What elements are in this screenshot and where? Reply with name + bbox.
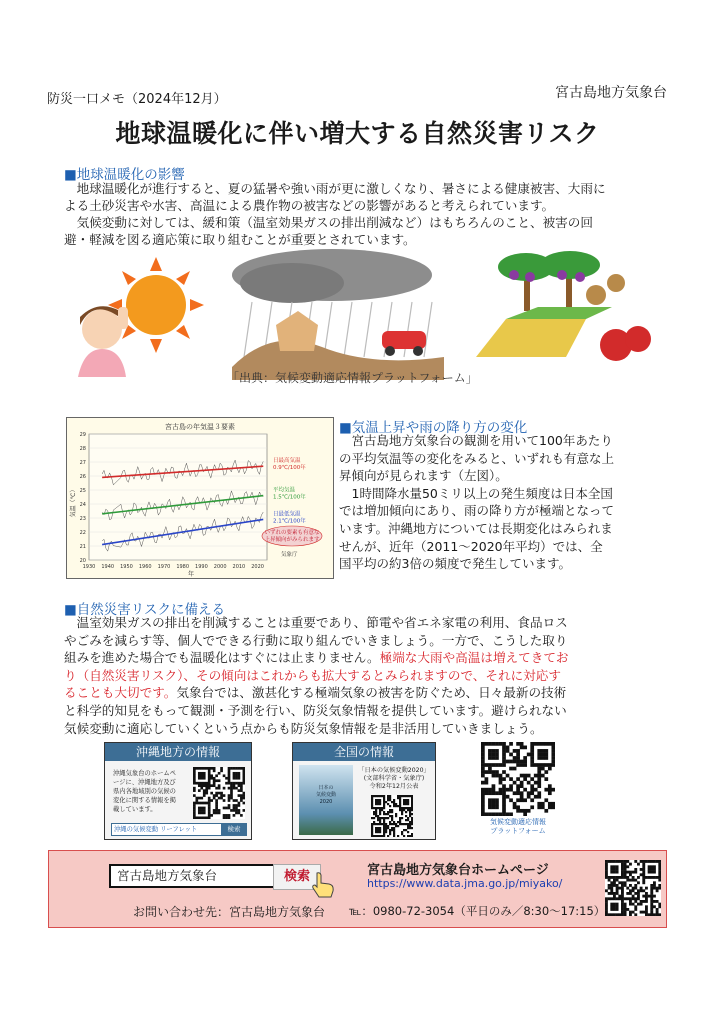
chart-x-tick-label: 1980 — [176, 564, 190, 570]
text-line: よる土砂災害や水害、高温による農作物の被害などの影響があると考えられています。 — [64, 198, 555, 213]
highlight-text: 極端な大雨や高温は増えてきてお — [379, 650, 569, 666]
chart-series-label: 日最高気温 — [273, 458, 301, 465]
section-heading-rain-change: ■気温上昇や雨の降り方の変化 — [339, 420, 528, 436]
text-line: 温室効果ガスの排出を削減することは重要であり、節電や省エネ家電の利用、食品ロス — [64, 615, 568, 630]
chart-x-tick-label: 2020 — [251, 564, 264, 570]
chart-y-tick-label: 26 — [79, 474, 86, 480]
report-info — [357, 767, 431, 791]
text-line — [64, 649, 668, 667]
section-prepare-text — [64, 614, 668, 737]
text-line: 県内各地域別の気候の — [113, 788, 176, 795]
okinawa-info-text — [113, 769, 191, 814]
chart-y-tick-label: 22 — [79, 530, 86, 536]
heat-illustration — [64, 247, 214, 380]
okinawa-search-input[interactable]: 沖縄の気候変動 リーフレット — [111, 823, 223, 836]
report-title: 「日本の気候変動2020」 — [358, 767, 430, 774]
chart-x-tick-label: 2010 — [232, 564, 246, 570]
chart-trend-label: 2.1℃/100年 — [273, 518, 306, 525]
chart-annotation-line: いずれの要素も有意な — [264, 530, 320, 536]
national-info-heading: 全国の情報 — [293, 743, 435, 761]
text-span: 組みを進めた場合でも温暖化はすぐには止まりません。 — [64, 650, 380, 666]
page-title: 地球温暖化に伴い増大する自然災害リスク — [115, 119, 600, 148]
text-line: 国平均の約3倍の頻度で発生しています。 — [339, 556, 571, 572]
sun-icon — [108, 257, 204, 353]
text-line: 避・軽減を図る適応策に取り組むことが重要とされています。 — [64, 232, 416, 247]
okinawa-info-heading: 沖縄地方の情報 — [105, 743, 251, 761]
chart-x-tick-label: 1940 — [101, 564, 115, 570]
heavy-rain-illustration — [232, 247, 444, 380]
text-line: プラットフォーム — [490, 827, 546, 835]
text-line — [64, 684, 668, 702]
qr-code-icon[interactable] — [605, 860, 661, 916]
report-cover-image — [299, 765, 353, 835]
chart-x-tick-label: 1970 — [157, 564, 171, 570]
chart-plot-area — [89, 434, 267, 560]
qr-code-icon[interactable] — [481, 742, 555, 816]
text-line: 気候変動 — [315, 792, 336, 798]
okinawa-search-button[interactable]: 検索 — [221, 823, 247, 836]
crop-damage-illustration — [466, 247, 656, 380]
homepage-label: 宮古島地方気象台ホームページ — [367, 863, 549, 878]
text-span: 気象台では、激甚化する極端気象の被害を防ぐため、日々最新の技術 — [176, 685, 567, 701]
section-heading-prepare: ■自然災害リスクに備える — [64, 602, 225, 618]
text-line: 気候変動に対しては、緩和策（温室効果ガスの排出削減など）はもちろんのこと、被害の回 — [64, 215, 593, 230]
qr-code-icon[interactable] — [371, 795, 413, 837]
text-line: 地球温暖化が進行すると、夏の猛暑や強い雨が更に激しくなり、暑さによる健康被害、大雨に — [64, 181, 606, 196]
national-info-box — [292, 742, 436, 840]
qr-code-icon[interactable] — [193, 767, 245, 819]
office-name: 宮古島地方気象台 — [555, 85, 667, 101]
chart-y-tick-label: 27 — [79, 460, 86, 466]
platform-qr-label — [470, 818, 566, 836]
text-line: 2020 — [319, 799, 333, 805]
chart-y-tick-label: 20 — [79, 558, 86, 564]
report-cover-title — [299, 785, 353, 806]
chart-x-tick-label: 1950 — [120, 564, 133, 570]
office-search-button[interactable]: 検索 — [273, 864, 321, 890]
person-icon — [78, 306, 128, 377]
text-line: 日本の — [318, 785, 334, 791]
section-heading-impact: ■地球温暖化の影響 — [64, 167, 185, 183]
text-line: では増加傾向にあり、雨の降り方が極端となって — [339, 503, 615, 519]
text-line: 沖縄気象台のホームペ — [113, 770, 176, 777]
chart-trend-label: 0.9℃/100年 — [273, 465, 306, 472]
text-line: せんが、近年（2011～2020年平均）では、全 — [339, 538, 603, 554]
text-line: 1時間降水量50ミリ以上の発生頻度は日本全国 — [339, 485, 613, 501]
contact-footer — [48, 850, 667, 928]
chart-y-tick-label: 24 — [79, 502, 86, 508]
highlight-text: ることも大切です。 — [64, 685, 177, 701]
chart-x-tick-label: 1990 — [195, 564, 208, 570]
chart-x-tick-label: 1960 — [138, 564, 152, 570]
text-line: 昇傾向が見られます（左図）。 — [339, 468, 508, 484]
highlight-text: り（自然災害リスク）、その傾向はこれからも拡大するとみられますので、それに対応す — [64, 667, 561, 683]
image-credit: 「出典：気候変動適応情報プラットフォーム」 — [227, 371, 478, 385]
chart-x-tick-label: 2000 — [213, 564, 227, 570]
text-line: 気候変動に適応していくという点からも防災気象情報を是非活用していきましょう。 — [64, 720, 543, 736]
chart-series-label: 日最低気温 — [273, 511, 301, 518]
text-line: の平均気温等の変化をみると、いずれも有意な上 — [339, 450, 615, 466]
memo-label: 防災一口メモ（2024年12月） — [47, 92, 227, 107]
pointer-hand-icon — [309, 871, 337, 899]
section-rain-text — [339, 432, 665, 573]
okinawa-info-box — [104, 742, 252, 840]
report-publisher: (文部科学省・気象庁) — [363, 775, 425, 782]
chart-y-tick-label: 29 — [79, 432, 86, 438]
temperature-chart-svg — [67, 418, 333, 578]
text-line: ージに、沖縄地方及び — [113, 779, 176, 786]
text-line: 気候変動適応情報 — [490, 818, 546, 826]
text-line: やごみを減らす等、個人でできる行動に取り組んでいきましょう。一方で、こうした取り — [64, 632, 568, 648]
chart-annotation-bubble — [262, 526, 322, 546]
chart-credit: 気象庁 — [281, 552, 298, 558]
chart-y-tick-label: 25 — [79, 488, 86, 494]
chart-trend-label: 1.5℃/100年 — [273, 494, 306, 501]
chart-y-tick-label: 23 — [79, 516, 86, 522]
office-search-input[interactable]: 宮古島地方気象台 — [109, 864, 279, 888]
contact-label: お問い合わせ先：宮古島地方気象台 — [133, 905, 326, 919]
text-line: 載しています。 — [113, 806, 157, 813]
chart-series-label: 平均気温 — [273, 487, 296, 494]
text-line: 変化に関する情報を掲 — [113, 797, 176, 804]
report-date: 令和2年12月公表 — [369, 783, 419, 790]
chart-y-tick-label: 21 — [79, 544, 86, 550]
section-impact-text — [64, 180, 664, 248]
chart-y-label: 気温（℃） — [70, 486, 77, 518]
homepage-url[interactable]: https://www.data.jma.go.jp/miyako/ — [367, 877, 563, 890]
chart-y-tick-label: 28 — [79, 446, 86, 452]
temperature-chart — [66, 417, 334, 579]
chart-annotation-line: 上昇傾向がみられます — [264, 537, 320, 543]
contact-phone: ℡：0980-72-3054（平日のみ／8:30～17:15） — [349, 904, 606, 918]
chart-title: 宮古島の年気温３要素 — [165, 423, 235, 431]
text-line: います。沖縄地方については長期変化はみられま — [339, 520, 613, 536]
text-line: と科学的知見をもって観測・予測を行い、防災気象情報を提供しています。避けられない — [64, 702, 567, 718]
text-line: 宮古島地方気象台の観測を用いて100年あたり — [339, 433, 613, 448]
chart-x-tick-label: 1930 — [82, 564, 96, 570]
chart-x-label: 年 — [187, 571, 195, 578]
